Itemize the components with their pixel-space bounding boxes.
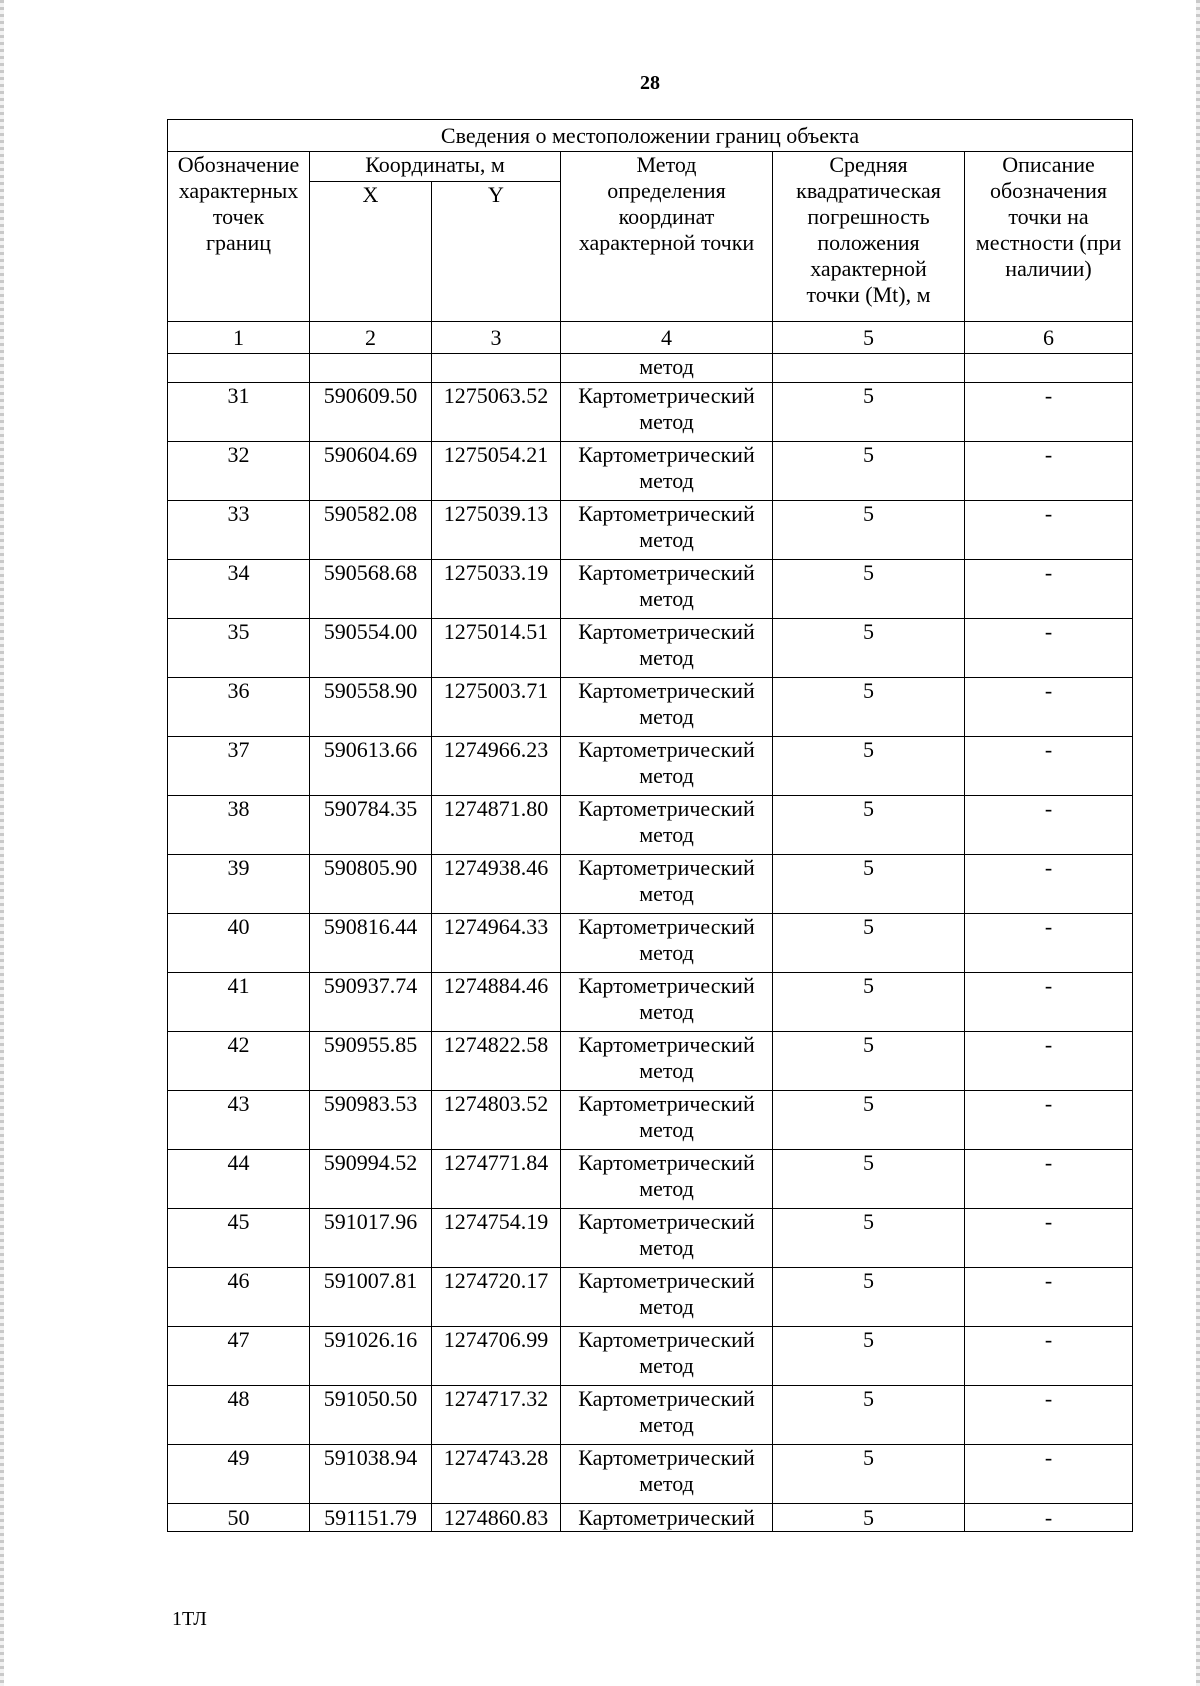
header-line: точек [212, 204, 265, 229]
coordinate-x: 590983.53 [310, 1091, 432, 1150]
coordinate-y: 1274754.19 [432, 1209, 561, 1268]
table-row [168, 1445, 1133, 1504]
mean-error: 5 [773, 1504, 965, 1532]
method-cell [561, 1209, 773, 1268]
header-line: характерной [810, 256, 927, 281]
table-cell [432, 354, 561, 383]
method-line: метод [639, 999, 694, 1024]
point-description: - [965, 1268, 1133, 1327]
point-description: - [965, 560, 1133, 619]
point-description: - [965, 1386, 1133, 1445]
point-number: 50 [168, 1504, 310, 1532]
coordinate-x: 590805.90 [310, 855, 432, 914]
boundary-coordinates-table [167, 119, 1133, 1532]
column-number: 4 [561, 322, 773, 354]
point-description: - [965, 678, 1133, 737]
table-cell [773, 354, 965, 383]
method-line: метод [639, 1353, 694, 1378]
coordinate-x: 590994.52 [310, 1150, 432, 1209]
method-line: метод [639, 704, 694, 729]
table-row [168, 1150, 1133, 1209]
coordinate-x: 590558.90 [310, 678, 432, 737]
mean-error: 5 [773, 737, 965, 796]
coordinate-y: 1274822.58 [432, 1032, 561, 1091]
method-line: Картометрический [578, 1268, 755, 1293]
column-number: 6 [965, 322, 1133, 354]
mean-error: 5 [773, 973, 965, 1032]
point-number: 33 [168, 501, 310, 560]
table-row [168, 1268, 1133, 1327]
method-line: метод [639, 645, 694, 670]
mean-error: 5 [773, 619, 965, 678]
method-cell [561, 1268, 773, 1327]
mean-error: 5 [773, 1150, 965, 1209]
method-cell [561, 619, 773, 678]
coordinate-y: 1274717.32 [432, 1386, 561, 1445]
table-cell [168, 354, 310, 383]
header-line: квадратическая [796, 178, 941, 203]
table-row [168, 1327, 1133, 1386]
mean-error: 5 [773, 1445, 965, 1504]
coordinate-x: 590613.66 [310, 737, 432, 796]
header-line: определения [607, 178, 726, 203]
table-cell [965, 354, 1133, 383]
coordinate-x: 590568.68 [310, 560, 432, 619]
table-row [168, 1386, 1133, 1445]
point-number: 39 [168, 855, 310, 914]
point-description: - [965, 442, 1133, 501]
column-number: 5 [773, 322, 965, 354]
coordinate-y: 1274938.46 [432, 855, 561, 914]
mean-error: 5 [773, 1209, 965, 1268]
header-line: обозначения [989, 178, 1108, 203]
point-description: - [965, 1209, 1133, 1268]
continuation-row [168, 354, 1133, 383]
header-line: координат [618, 204, 715, 229]
table-row [168, 1091, 1133, 1150]
method-line: метод [639, 1176, 694, 1201]
method-line: Картометрический [578, 737, 755, 762]
table-row [168, 442, 1133, 501]
method-line: Картометрический [578, 1032, 755, 1057]
coordinate-y: 1275014.51 [432, 619, 561, 678]
table-row [168, 1504, 1133, 1532]
method-line: Картометрический [578, 619, 755, 644]
header-line: Метод [636, 152, 697, 177]
coordinate-x: 591026.16 [310, 1327, 432, 1386]
point-description: - [965, 796, 1133, 855]
method-cell [561, 855, 773, 914]
method-cell [561, 973, 773, 1032]
mean-error: 5 [773, 1091, 965, 1150]
coordinate-y: 1274706.99 [432, 1327, 561, 1386]
table-row [168, 1032, 1133, 1091]
point-description: - [965, 501, 1133, 560]
method-cell [561, 442, 773, 501]
header-y: Y [432, 182, 561, 322]
point-number: 47 [168, 1327, 310, 1386]
coordinate-y: 1274884.46 [432, 973, 561, 1032]
point-number: 37 [168, 737, 310, 796]
header-line: характерной точки [578, 230, 755, 255]
method-line: метод [639, 1412, 694, 1437]
point-number: 46 [168, 1268, 310, 1327]
header-line: Описание [1002, 152, 1095, 177]
header-x: X [310, 182, 432, 322]
point-description: - [965, 1150, 1133, 1209]
table-row [168, 796, 1133, 855]
point-description: - [965, 1327, 1133, 1386]
header-line: Средняя [829, 152, 908, 177]
point-number: 45 [168, 1209, 310, 1268]
table-row [168, 501, 1133, 560]
method-line: Картометрический [578, 1150, 755, 1175]
table-row [168, 973, 1133, 1032]
table-row [168, 383, 1133, 442]
coordinate-x: 590604.69 [310, 442, 432, 501]
method-cell [561, 796, 773, 855]
coordinate-y: 1274771.84 [432, 1150, 561, 1209]
method-line: метод [639, 1471, 694, 1496]
method-cell [561, 678, 773, 737]
header-line: точки (Mt), м [806, 282, 931, 307]
point-number: 34 [168, 560, 310, 619]
method-cell [561, 1150, 773, 1209]
method-line: метод [639, 940, 694, 965]
method-line: метод [639, 409, 694, 434]
method-cell [561, 1445, 773, 1504]
method-line: Картометрический [578, 914, 755, 939]
method-line: Картометрический [578, 973, 755, 998]
point-description: - [965, 914, 1133, 973]
method-line: метод [639, 763, 694, 788]
coordinate-y: 1274743.28 [432, 1445, 561, 1504]
coordinate-x: 590816.44 [310, 914, 432, 973]
point-number: 40 [168, 914, 310, 973]
method-line: метод [639, 586, 694, 611]
point-description: - [965, 619, 1133, 678]
table-row [168, 737, 1133, 796]
method-line: Картометрический [578, 1091, 755, 1116]
mean-error: 5 [773, 855, 965, 914]
coordinate-y: 1274964.33 [432, 914, 561, 973]
table-row [168, 678, 1133, 737]
column-number: 1 [168, 322, 310, 354]
point-number: 43 [168, 1091, 310, 1150]
table-row [168, 1209, 1133, 1268]
point-number: 35 [168, 619, 310, 678]
coordinate-x: 590937.74 [310, 973, 432, 1032]
continuation-method: метод [561, 354, 773, 383]
table-row [168, 914, 1133, 973]
scan-edge-left [0, 0, 4, 1686]
method-line: Картометрический [578, 678, 755, 703]
mean-error: 5 [773, 678, 965, 737]
header-line: характерных [178, 178, 299, 203]
point-description: - [965, 1091, 1133, 1150]
coordinate-y: 1274720.17 [432, 1268, 561, 1327]
header-point-designation [168, 152, 310, 322]
method-line: Картометрический [578, 442, 755, 467]
method-line: метод [639, 822, 694, 847]
method-line: метод [639, 468, 694, 493]
table-cell [310, 354, 432, 383]
point-number: 31 [168, 383, 310, 442]
coordinate-x: 591151.79 [310, 1504, 432, 1532]
coordinate-x: 590554.00 [310, 619, 432, 678]
point-description: - [965, 737, 1133, 796]
mean-error: 5 [773, 1268, 965, 1327]
header-line: Обозначение [177, 152, 300, 177]
point-number: 36 [168, 678, 310, 737]
coordinate-x: 591017.96 [310, 1209, 432, 1268]
method-cell [561, 1091, 773, 1150]
method-cell [561, 914, 773, 973]
mean-error: 5 [773, 501, 965, 560]
method-line: Картометрический [578, 1327, 755, 1352]
point-description: - [965, 973, 1133, 1032]
mean-error: 5 [773, 1386, 965, 1445]
point-number: 41 [168, 973, 310, 1032]
table-row [168, 619, 1133, 678]
header-line: местности (при [975, 230, 1122, 255]
method-cell [561, 501, 773, 560]
method-line: метод [639, 527, 694, 552]
mean-error: 5 [773, 442, 965, 501]
coordinate-y: 1275033.19 [432, 560, 561, 619]
method-cell [561, 1032, 773, 1091]
method-line: метод [639, 1235, 694, 1260]
point-number: 44 [168, 1150, 310, 1209]
footer-code: 1ТЛ [172, 1608, 207, 1630]
coordinate-x: 591038.94 [310, 1445, 432, 1504]
coordinate-y: 1275003.71 [432, 678, 561, 737]
coordinate-x: 590955.85 [310, 1032, 432, 1091]
mean-error: 5 [773, 1032, 965, 1091]
table-row [168, 855, 1133, 914]
mean-error: 5 [773, 796, 965, 855]
coordinate-y: 1274803.52 [432, 1091, 561, 1150]
method-cell [561, 560, 773, 619]
method-line: Картометрический [578, 1386, 755, 1411]
header-line: погрешность [807, 204, 930, 229]
method-line: метод [639, 1294, 694, 1319]
method-line: Картометрический [578, 1445, 755, 1470]
coordinate-x: 590609.50 [310, 383, 432, 442]
method-line: Картометрический [578, 855, 755, 880]
header-method [561, 152, 773, 322]
method-line: Картометрический [578, 501, 755, 526]
method-cell [561, 1386, 773, 1445]
coordinate-x: 590582.08 [310, 501, 432, 560]
point-description: - [965, 1504, 1133, 1532]
coordinate-y: 1274966.23 [432, 737, 561, 796]
mean-error: 5 [773, 383, 965, 442]
method-line: Картометрический [578, 383, 755, 408]
header-line: границ [205, 230, 272, 255]
method-line: Картометрический [578, 560, 755, 585]
coordinate-y: 1275039.13 [432, 501, 561, 560]
method-line: метод [639, 1117, 694, 1142]
point-number: 49 [168, 1445, 310, 1504]
coordinate-y: 1275063.52 [432, 383, 561, 442]
method-line: Картометрический [578, 796, 755, 821]
method-cell [561, 383, 773, 442]
method-cell [561, 1327, 773, 1386]
scan-edge-right [1196, 0, 1200, 1686]
coordinate-y: 1274860.83 [432, 1504, 561, 1532]
point-description: - [965, 383, 1133, 442]
column-number: 2 [310, 322, 432, 354]
page-number: 28 [640, 72, 660, 94]
coordinate-x: 591050.50 [310, 1386, 432, 1445]
method-line: Картометрический [578, 1209, 755, 1234]
point-number: 38 [168, 796, 310, 855]
method-line: метод [639, 881, 694, 906]
point-description: - [965, 855, 1133, 914]
mean-error: 5 [773, 914, 965, 973]
table-title: Сведения о местоположении границ объекта [168, 120, 1133, 152]
point-number: 42 [168, 1032, 310, 1091]
table-row [168, 560, 1133, 619]
point-description: - [965, 1445, 1133, 1504]
coordinate-y: 1275054.21 [432, 442, 561, 501]
mean-error: 5 [773, 1327, 965, 1386]
header-coordinates: Координаты, м [310, 152, 561, 182]
point-number: 32 [168, 442, 310, 501]
mean-error: 5 [773, 560, 965, 619]
column-number-row [168, 322, 1133, 354]
coordinate-x: 591007.81 [310, 1268, 432, 1327]
header-mean-error [773, 152, 965, 322]
method-cell: Картометрический [561, 1504, 773, 1532]
header-line: точки на [1008, 204, 1089, 229]
point-number: 48 [168, 1386, 310, 1445]
coordinate-y: 1274871.80 [432, 796, 561, 855]
point-description: - [965, 1032, 1133, 1091]
header-line: наличии) [1005, 256, 1092, 281]
column-number: 3 [432, 322, 561, 354]
method-cell [561, 737, 773, 796]
method-line: метод [639, 1058, 694, 1083]
coordinate-x: 590784.35 [310, 796, 432, 855]
header-line: положения [817, 230, 920, 255]
header-description [965, 152, 1133, 322]
